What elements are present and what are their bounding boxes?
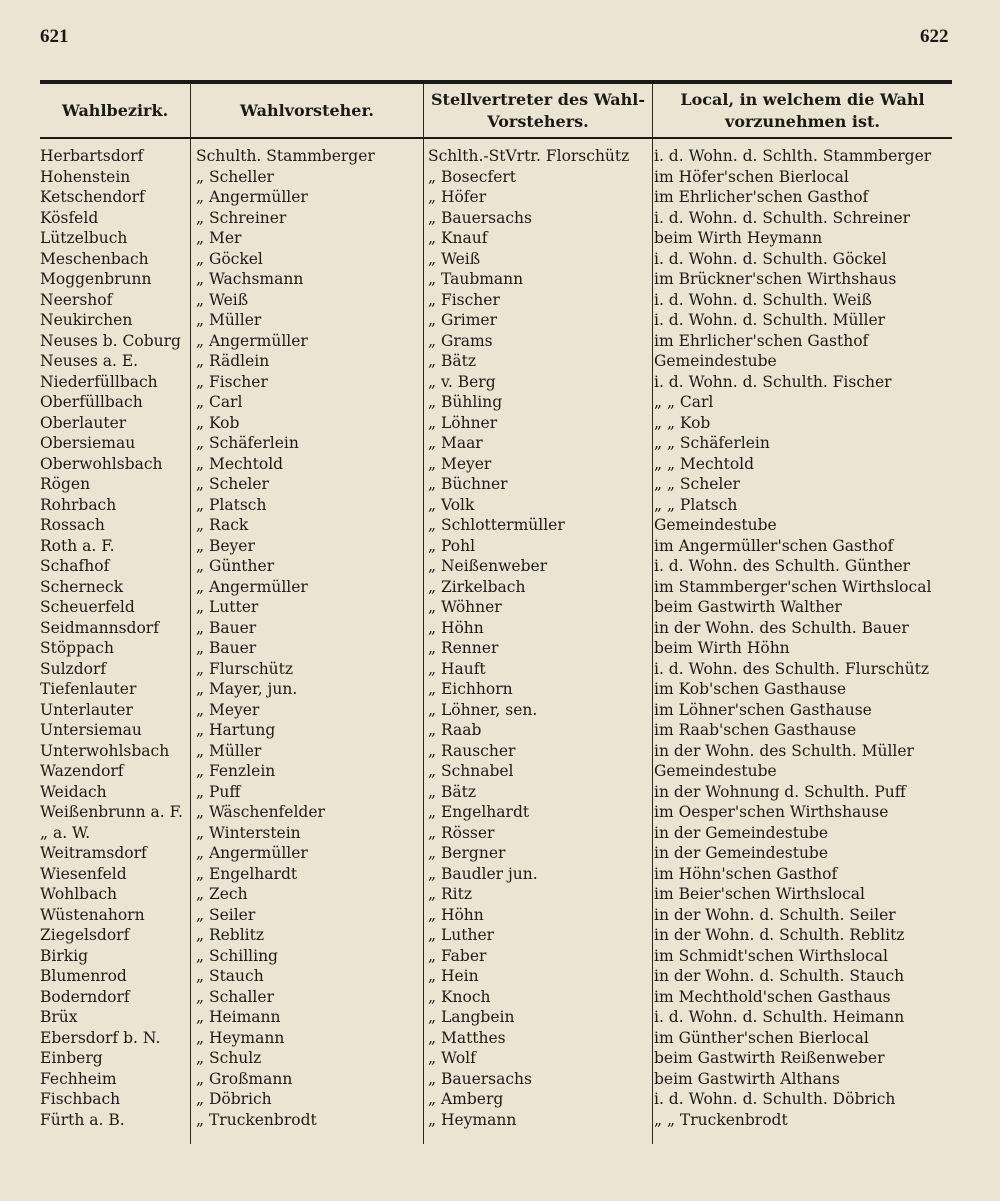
cell-district: Fürth a. B.: [40, 1110, 125, 1129]
cell-district: Weidach: [40, 782, 107, 801]
cell-district: Unterlauter: [40, 700, 133, 719]
cell-district: Herbartsdorf: [40, 147, 144, 165]
cell-deputy: „ Höfer: [428, 188, 487, 206]
cell-chair: „ Schreiner: [196, 208, 287, 227]
table-row: [0, 454, 1000, 475]
cell-district: Niederfüllbach: [40, 372, 158, 391]
header-chair: [191, 86, 423, 136]
cell-chair: „ Platsch: [196, 495, 267, 514]
table-row: [0, 987, 1000, 1008]
cell-deputy: „ Knauf: [428, 229, 488, 247]
cell-chair: „ Zech: [196, 885, 248, 903]
table-row: [0, 372, 1000, 393]
cell-place: im Ehrlicher'schen Gasthof: [654, 188, 869, 206]
cell-place: in der Wohn. d. Schulth. Stauch: [654, 967, 905, 985]
cell-district: Weitramsdorf: [40, 844, 147, 862]
cell-chair: „ Bauer: [196, 639, 257, 657]
cell-place: im Stammberger'schen Wirthslocal: [654, 577, 932, 596]
cell-place: beim Gastwirth Althans: [654, 1069, 840, 1088]
cell-chair: „ Angermüller: [196, 188, 308, 206]
table-row: [0, 1028, 1000, 1049]
cell-deputy: „ Schlottermüller: [428, 516, 565, 534]
cell-place: beim Wirth Heymann: [654, 229, 823, 247]
cell-district: Sulzdorf: [40, 659, 107, 678]
cell-place: i. d. Wohn. d. Schulth. Weiß: [654, 290, 872, 309]
top-rule: [40, 80, 952, 84]
table-row: [0, 843, 1000, 864]
cell-deputy: „ Hein: [428, 967, 479, 985]
cell-place: „ „ Scheler: [654, 475, 740, 493]
cell-district: Einberg: [40, 1049, 103, 1067]
table-row: [0, 884, 1000, 905]
cell-chair: „ Fenzlein: [196, 762, 276, 780]
cell-district: Lützelbuch: [40, 229, 128, 247]
cell-place: im Ehrlicher'schen Gasthof: [654, 331, 869, 350]
cell-chair: „ Rädlein: [196, 352, 270, 370]
cell-deputy: „ Zirkelbach: [428, 577, 526, 596]
cell-district: Neuses a. E.: [40, 352, 139, 370]
cell-place: i. d. Wohn. d. Schulth. Göckel: [654, 249, 887, 268]
cell-place: im Oesper'schen Wirthshause: [654, 803, 889, 821]
table-row: [0, 290, 1000, 311]
cell-place: Gemeindestube: [654, 516, 777, 534]
table-row: [0, 946, 1000, 967]
cell-deputy: „ Schnabel: [428, 762, 514, 780]
cell-district: Schafhof: [40, 557, 110, 575]
cell-place: i. d. Wohn. d. Schulth. Müller: [654, 311, 886, 329]
cell-chair: „ Flurschütz: [196, 659, 294, 678]
cell-chair: „ Mer: [196, 229, 242, 247]
cell-deputy: „ Bätz: [428, 782, 476, 801]
cell-place: im Schmidt'schen Wirthslocal: [654, 946, 888, 965]
cell-chair: „ Mechtold: [196, 454, 284, 473]
header-deputy: [424, 86, 652, 136]
cell-chair: „ Meyer: [196, 700, 260, 719]
cell-chair: „ Mayer, jun.: [196, 680, 298, 698]
cell-place: in der Gemeindestube: [654, 823, 829, 842]
cell-chair: „ Puff: [196, 782, 241, 801]
cell-district: Rohrbach: [40, 495, 117, 514]
cell-place: i. d. Wohn. des Schulth. Flurschütz: [654, 659, 929, 678]
cell-deputy: „ Ritz: [428, 885, 472, 903]
cell-district: Wohlbach: [40, 885, 117, 903]
cell-district: Roth a. F.: [40, 536, 115, 555]
cell-district: Rögen: [40, 475, 91, 493]
cell-place: i. d. Wohn. d. Schlth. Stammberger: [654, 147, 932, 165]
cell-deputy: „ Heymann: [428, 1110, 517, 1129]
table-row: [0, 700, 1000, 721]
cell-deputy: „ Meyer: [428, 454, 492, 473]
cell-place: im Mechthold'schen Gasthaus: [654, 987, 891, 1006]
cell-district: Weißenbrunn a. F.: [40, 803, 183, 821]
cell-deputy: „ v. Berg: [428, 372, 496, 391]
cell-deputy: „ Matthes: [428, 1028, 506, 1047]
cell-district: Meschenbach: [40, 249, 149, 268]
cell-place: „ „ Carl: [654, 393, 714, 411]
table-row: [0, 741, 1000, 762]
cell-deputy: „ Hauft: [428, 659, 486, 678]
cell-deputy: „ Büchner: [428, 475, 508, 493]
cell-deputy: „ Knoch: [428, 987, 491, 1006]
table-row: [0, 597, 1000, 618]
cell-deputy: „ Amberg: [428, 1090, 504, 1108]
cell-district: Neershof: [40, 290, 113, 309]
cell-district: Stöppach: [40, 639, 114, 657]
cell-deputy: „ Baudler jun.: [428, 864, 538, 883]
cell-chair: „ Scheler: [196, 475, 269, 493]
cell-chair: „ Carl: [196, 393, 243, 411]
table-row: [0, 433, 1000, 454]
cell-chair: „ Rack: [196, 516, 249, 534]
cell-deputy: „ Höhn: [428, 905, 484, 924]
table-row: [0, 577, 1000, 598]
cell-district: Rossach: [40, 516, 105, 534]
cell-deputy: „ Langbein: [428, 1008, 515, 1026]
cell-deputy: „ Weiß: [428, 249, 481, 268]
cell-district: Untersiemau: [40, 721, 142, 739]
cell-deputy: „ Faber: [428, 946, 487, 965]
cell-district: Moggenbrunn: [40, 270, 152, 288]
cell-deputy: „ Volk: [428, 495, 475, 514]
table-row: [0, 228, 1000, 249]
cell-place: im Kob'schen Gasthause: [654, 680, 847, 698]
cell-place: i. d. Wohn. d. Schulth. Schreiner: [654, 208, 911, 227]
cell-place: „ „ Truckenbrodt: [654, 1110, 788, 1129]
cell-place: beim Wirth Höhn: [654, 639, 790, 657]
cell-chair: „ Beyer: [196, 536, 255, 555]
cell-district: Neukirchen: [40, 311, 133, 329]
header-district-label: Wahlbezirk.: [61, 101, 169, 120]
cell-place: im Höfer'schen Bierlocal: [654, 167, 849, 186]
table-row: [0, 864, 1000, 885]
cell-place: im Beier'schen Wirthslocal: [654, 885, 866, 903]
cell-deputy: „ Pohl: [428, 536, 476, 555]
cell-district: Fechheim: [40, 1069, 117, 1088]
table-row: [0, 1110, 1000, 1131]
cell-chair: „ Schäferlein: [196, 434, 299, 452]
table-row: [0, 905, 1000, 926]
cell-deputy: „ Wolf: [428, 1049, 476, 1067]
cell-district: Wiesenfeld: [40, 864, 127, 883]
header-deputy-line2: Vorstehers.: [487, 112, 589, 131]
cell-deputy: „ Wöhner: [428, 598, 502, 616]
cell-place: i. d. Wohn. des Schulth. Günther: [654, 557, 911, 575]
table-row: [0, 556, 1000, 577]
cell-chair: „ Großmann: [196, 1069, 293, 1088]
table-row: [0, 474, 1000, 495]
cell-chair: „ Bauer: [196, 618, 257, 637]
cell-district: Fischbach: [40, 1090, 121, 1108]
cell-chair: „ Engelhardt: [196, 864, 298, 883]
cell-deputy: „ Fischer: [428, 290, 500, 309]
cell-chair: „ Hartung: [196, 721, 276, 739]
header-place-line1: Local, in welchem die Wahl: [680, 90, 925, 109]
cell-district: Oberfüllbach: [40, 393, 143, 411]
table-row: [0, 679, 1000, 700]
cell-district: Neuses b. Coburg: [40, 331, 181, 350]
cell-district: Obersiemau: [40, 434, 136, 452]
cell-place: „ „ Platsch: [654, 495, 738, 514]
cell-deputy: „ Rauscher: [428, 741, 516, 760]
cell-chair: „ Döbrich: [196, 1090, 272, 1108]
cell-chair: „ Heymann: [196, 1028, 285, 1047]
cell-district: Blumenrod: [40, 967, 127, 985]
cell-district: Kösfeld: [40, 208, 99, 227]
cell-place: im Angermüller'schen Gasthof: [654, 536, 894, 555]
cell-chair: Schulth. Stammberger: [196, 147, 375, 165]
cell-deputy: „ Höhn: [428, 618, 484, 637]
cell-place: beim Gastwirth Reißenweber: [654, 1049, 885, 1067]
cell-district: Wüstenahorn: [40, 905, 145, 924]
cell-chair: „ Heimann: [196, 1008, 281, 1026]
cell-deputy: „ Neißenweber: [428, 557, 548, 575]
cell-district: Oberlauter: [40, 413, 127, 432]
cell-chair: „ Müller: [196, 311, 262, 329]
cell-place: im Löhner'schen Gasthause: [654, 700, 872, 719]
cell-deputy: Schlth.-StVrtr. Florschütz: [428, 147, 630, 165]
cell-deputy: „ Bosecfert: [428, 167, 517, 186]
cell-deputy: „ Rösser: [428, 823, 495, 842]
table-row: [0, 331, 1000, 352]
table-row: [0, 310, 1000, 331]
cell-district: Scherneck: [40, 577, 124, 596]
cell-chair: „ Schaller: [196, 987, 274, 1006]
cell-district: Ziegelsdorf: [40, 926, 130, 944]
cell-place: i. d. Wohn. d. Schulth. Döbrich: [654, 1090, 896, 1108]
table-row: [0, 618, 1000, 639]
table-row: [0, 823, 1000, 844]
cell-deputy: „ Löhner, sen.: [428, 700, 538, 719]
cell-deputy: „ Bergner: [428, 844, 506, 862]
header-district: [40, 86, 190, 136]
table-row: [0, 1069, 1000, 1090]
table-row: [0, 761, 1000, 782]
cell-place: in der Wohn. des Schulth. Bauer: [654, 618, 909, 637]
cell-place: in der Gemeindestube: [654, 844, 829, 862]
cell-place: im Höhn'schen Gasthof: [654, 864, 838, 883]
table-row: [0, 536, 1000, 557]
cell-deputy: „ Raab: [428, 721, 482, 739]
table-row: [0, 146, 1000, 167]
page-number-left: 621: [40, 26, 69, 47]
cell-chair: „ Angermüller: [196, 844, 308, 862]
cell-chair: „ Göckel: [196, 249, 263, 268]
cell-deputy: „ Engelhardt: [428, 803, 530, 821]
table-row: [0, 269, 1000, 290]
cell-district: Scheuerfeld: [40, 598, 135, 616]
table-row: [0, 1048, 1000, 1069]
cell-chair: „ Scheller: [196, 167, 274, 186]
cell-place: „ „ Schäferlein: [654, 434, 770, 452]
page-number-right: 622: [920, 26, 949, 47]
cell-chair: „ Kob: [196, 413, 240, 432]
table-row: [0, 659, 1000, 680]
cell-district: Brüx: [40, 1008, 78, 1026]
cell-district: Oberwohlsbach: [40, 454, 163, 473]
cell-chair: „ Wachsmann: [196, 270, 304, 288]
cell-place: Gemeindestube: [654, 762, 777, 780]
header-rule: [40, 137, 952, 139]
cell-district: Ebersdorf b. N.: [40, 1028, 161, 1047]
cell-place: im Brückner'schen Wirthshaus: [654, 270, 897, 288]
header-chair-label: Wahlvorsteher.: [240, 101, 374, 120]
cell-district: Tiefenlauter: [40, 680, 137, 698]
cell-deputy: „ Luther: [428, 926, 495, 944]
table-row: [0, 187, 1000, 208]
cell-chair: „ Lutter: [196, 598, 259, 616]
cell-place: in der Wohnung d. Schulth. Puff: [654, 782, 906, 801]
cell-chair: „ Günther: [196, 557, 275, 575]
cell-deputy: „ Grimer: [428, 311, 497, 329]
cell-district: Birkig: [40, 946, 89, 965]
cell-chair: „ Angermüller: [196, 577, 308, 596]
cell-place: Gemeindestube: [654, 352, 777, 370]
cell-place: im Raab'schen Gasthause: [654, 721, 857, 739]
cell-deputy: „ Bühling: [428, 393, 503, 411]
table-body: [0, 146, 1000, 1130]
cell-chair: „ Fischer: [196, 372, 268, 391]
table-row: [0, 167, 1000, 188]
cell-chair: „ Seiler: [196, 905, 256, 924]
table-row: [0, 1089, 1000, 1110]
table-row: [0, 782, 1000, 803]
cell-deputy: „ Bauersachs: [428, 208, 532, 227]
cell-chair: „ Wäschenfelder: [196, 803, 325, 821]
table-row: [0, 720, 1000, 741]
table-row: [0, 802, 1000, 823]
table-row: [0, 392, 1000, 413]
cell-chair: „ Müller: [196, 741, 262, 760]
cell-deputy: „ Maar: [428, 434, 483, 452]
cell-chair: „ Stauch: [196, 967, 264, 985]
cell-district: Ketschendorf: [40, 188, 145, 206]
cell-district: Unterwohlsbach: [40, 741, 170, 760]
cell-chair: „ Winterstein: [196, 823, 301, 842]
table-row: [0, 351, 1000, 372]
cell-deputy: „ Bätz: [428, 352, 476, 370]
table-row: [0, 413, 1000, 434]
cell-deputy: „ Grams: [428, 331, 493, 350]
table-row: [0, 208, 1000, 229]
table-row: [0, 1007, 1000, 1028]
cell-deputy: „ Löhner: [428, 413, 498, 432]
cell-place: i. d. Wohn. d. Schulth. Heimann: [654, 1008, 905, 1026]
cell-place: „ „ Kob: [654, 413, 711, 432]
cell-chair: „ Truckenbrodt: [196, 1110, 317, 1129]
cell-district: Wazendorf: [40, 762, 124, 780]
cell-place: im Günther'schen Bierlocal: [654, 1028, 869, 1047]
cell-deputy: „ Eichhorn: [428, 680, 513, 698]
cell-chair: „ Schilling: [196, 946, 278, 965]
cell-district: Seidmannsdorf: [40, 618, 159, 637]
cell-chair: „ Reblitz: [196, 926, 265, 944]
table-row: [0, 515, 1000, 536]
cell-place: in der Wohn. d. Schulth. Seiler: [654, 905, 896, 924]
table-row: [0, 925, 1000, 946]
cell-place: in der Wohn. des Schulth. Müller: [654, 741, 914, 760]
cell-place: „ „ Mechtold: [654, 454, 755, 473]
cell-place: in der Wohn. d. Schulth. Reblitz: [654, 926, 905, 944]
table-row: [0, 638, 1000, 659]
cell-chair: „ Weiß: [196, 290, 249, 309]
cell-chair: „ Schulz: [196, 1049, 262, 1067]
cell-place: beim Gastwirth Walther: [654, 598, 842, 616]
cell-deputy: „ Bauersachs: [428, 1069, 532, 1088]
cell-place: i. d. Wohn. d. Schulth. Fischer: [654, 372, 892, 391]
header-place-line2: vorzunehmen ist.: [725, 112, 880, 131]
cell-district: Boderndorf: [40, 987, 130, 1006]
table-row: [0, 495, 1000, 516]
header-deputy-line1: Stellvertreter des Wahl-: [431, 90, 645, 109]
table-row: [0, 966, 1000, 987]
cell-deputy: „ Taubmann: [428, 270, 524, 288]
header-place: [653, 86, 952, 136]
cell-deputy: „ Renner: [428, 639, 499, 657]
cell-district: Hohenstein: [40, 167, 131, 186]
table-row: [0, 249, 1000, 270]
cell-district: „ a. W.: [40, 823, 91, 842]
cell-chair: „ Angermüller: [196, 331, 308, 350]
